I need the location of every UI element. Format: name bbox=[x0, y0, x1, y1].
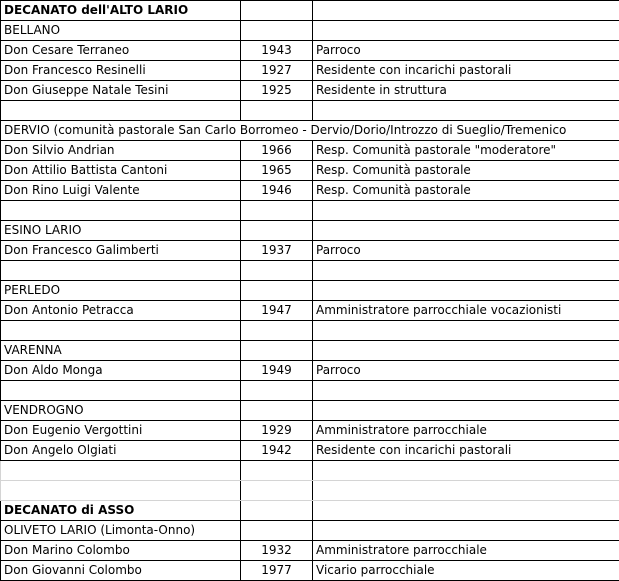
parish-header-row bbox=[1, 401, 619, 421]
clergy-row bbox=[1, 441, 619, 461]
cell-role[interactable] bbox=[313, 221, 619, 241]
cell-birth-year[interactable]: 1966 bbox=[241, 141, 313, 161]
cell-birth-year[interactable]: 1927 bbox=[241, 61, 313, 81]
blank-row bbox=[1, 481, 619, 501]
clergy-row bbox=[1, 561, 619, 581]
deanery-header-row bbox=[1, 501, 619, 521]
cell-birth-year[interactable]: 1925 bbox=[241, 81, 313, 101]
cell-birth-year[interactable]: 1949 bbox=[241, 361, 313, 381]
cell-name[interactable] bbox=[1, 321, 241, 341]
cell-name[interactable]: Don Marino Colombo bbox=[1, 541, 241, 561]
cell-birth-year[interactable] bbox=[241, 321, 313, 341]
cell-birth-year[interactable] bbox=[241, 521, 313, 541]
cell-name[interactable]: Don Francesco Resinelli bbox=[1, 61, 241, 81]
blank-row bbox=[1, 381, 619, 401]
cell-role[interactable] bbox=[313, 281, 619, 301]
cell-birth-year[interactable] bbox=[241, 221, 313, 241]
cell-name[interactable]: OLIVETO LARIO (Limonta-Onno) bbox=[1, 521, 241, 541]
cell-name[interactable]: VENDROGNO bbox=[1, 401, 241, 421]
cell-role[interactable]: Residente in struttura bbox=[313, 81, 619, 101]
cell-birth-year[interactable] bbox=[241, 1, 313, 21]
cell-name[interactable]: PERLEDO bbox=[1, 281, 241, 301]
cell-role[interactable]: Amministratore parrocchiale vocazionisti bbox=[313, 301, 619, 321]
cell-name[interactable]: Don Giovanni Colombo bbox=[1, 561, 241, 581]
cell-role[interactable]: Residente con incarichi pastorali bbox=[313, 441, 619, 461]
clergy-row bbox=[1, 421, 619, 441]
cell-name[interactable]: ESINO LARIO bbox=[1, 221, 241, 241]
cell-name[interactable]: Don Eugenio Vergottini bbox=[1, 421, 241, 441]
cell-name[interactable]: Don Francesco Galimberti bbox=[1, 241, 241, 261]
cell-name[interactable]: DECANATO di ASSO bbox=[1, 501, 241, 521]
cell-name[interactable]: DECANATO dell'ALTO LARIO bbox=[1, 1, 241, 21]
cell-birth-year[interactable]: 1946 bbox=[241, 181, 313, 201]
cell-role[interactable] bbox=[313, 21, 619, 41]
cell-name[interactable] bbox=[1, 481, 241, 501]
cell-birth-year[interactable]: 1965 bbox=[241, 161, 313, 181]
parish-header-row bbox=[1, 221, 619, 241]
cell-role[interactable]: Amministratore parrocchiale bbox=[313, 541, 619, 561]
clergy-row bbox=[1, 541, 619, 561]
cell-role[interactable] bbox=[313, 321, 619, 341]
cell-birth-year[interactable]: 1977 bbox=[241, 561, 313, 581]
clergy-row bbox=[1, 241, 619, 261]
parish-header-row bbox=[1, 341, 619, 361]
cell-name[interactable] bbox=[1, 201, 241, 221]
cell-role[interactable]: Resp. Comunità pastorale "moderatore" bbox=[313, 141, 619, 161]
cell-name[interactable]: Don Aldo Monga bbox=[1, 361, 241, 381]
clergy-row bbox=[1, 181, 619, 201]
cell-name[interactable] bbox=[1, 101, 241, 121]
cell-name[interactable]: BELLANO bbox=[1, 21, 241, 41]
cell-name[interactable]: Don Cesare Terraneo bbox=[1, 41, 241, 61]
clergy-row bbox=[1, 161, 619, 181]
cell-birth-year[interactable]: 1937 bbox=[241, 241, 313, 261]
cell-birth-year[interactable]: 1929 bbox=[241, 421, 313, 441]
cell-role[interactable]: Parroco bbox=[313, 361, 619, 381]
cell-birth-year[interactable] bbox=[241, 281, 313, 301]
blank-row bbox=[1, 101, 619, 121]
cell-name[interactable]: VARENNA bbox=[1, 341, 241, 361]
cell-role[interactable]: Vicario parrocchiale bbox=[313, 561, 619, 581]
clergy-row bbox=[1, 361, 619, 381]
parish-header-row bbox=[1, 21, 619, 41]
cell-role[interactable]: Resp. Comunità pastorale bbox=[313, 161, 619, 181]
cell-name[interactable] bbox=[1, 261, 241, 281]
cell-birth-year[interactable]: 1943 bbox=[241, 41, 313, 61]
clergy-row bbox=[1, 61, 619, 81]
cell-role[interactable] bbox=[313, 481, 619, 501]
cell-name[interactable] bbox=[1, 381, 241, 401]
deanery-header-row bbox=[1, 1, 619, 21]
cell-role[interactable] bbox=[313, 101, 619, 121]
cell-birth-year[interactable]: 1947 bbox=[241, 301, 313, 321]
cell-role[interactable] bbox=[313, 1, 619, 21]
cell-name[interactable]: Don Angelo Olgiati bbox=[1, 441, 241, 461]
clergy-row bbox=[1, 41, 619, 61]
cell-birth-year[interactable] bbox=[241, 201, 313, 221]
blank-row bbox=[1, 201, 619, 221]
cell-birth-year[interactable]: 1942 bbox=[241, 441, 313, 461]
cell-birth-year[interactable] bbox=[241, 461, 313, 481]
cell-name[interactable] bbox=[1, 461, 241, 481]
clergy-row bbox=[1, 81, 619, 101]
cell-name[interactable]: Don Silvio Andrian bbox=[1, 141, 241, 161]
cell-birth-year[interactable] bbox=[241, 381, 313, 401]
cell-role[interactable] bbox=[313, 261, 619, 281]
cell-birth-year[interactable] bbox=[241, 401, 313, 421]
cell-name[interactable]: Don Antonio Petracca bbox=[1, 301, 241, 321]
cell-name[interactable]: Don Giuseppe Natale Tesini bbox=[1, 81, 241, 101]
cell-role[interactable] bbox=[313, 401, 619, 421]
cell-name[interactable]: DERVIO (comunità pastorale San Carlo Borromeo - Dervio/Dorio/Introzzo di Sueglio/Tremenico bbox=[1, 121, 241, 141]
cell-birth-year[interactable] bbox=[241, 101, 313, 121]
cell-name[interactable]: Don Attilio Battista Cantoni bbox=[1, 161, 241, 181]
cell-birth-year[interactable]: 1932 bbox=[241, 541, 313, 561]
cell-role[interactable]: Parroco bbox=[313, 241, 619, 261]
cell-birth-year[interactable] bbox=[241, 261, 313, 281]
blank-row bbox=[1, 261, 619, 281]
cell-role[interactable]: Parroco bbox=[313, 41, 619, 61]
cell-role[interactable] bbox=[313, 381, 619, 401]
cell-role[interactable] bbox=[313, 201, 619, 221]
cell-birth-year[interactable] bbox=[241, 501, 313, 521]
cell-role[interactable] bbox=[313, 461, 619, 481]
parish-header-row bbox=[1, 121, 619, 141]
cell-birth-year[interactable] bbox=[241, 341, 313, 361]
clergy-row bbox=[1, 301, 619, 321]
clergy-row bbox=[1, 141, 619, 161]
cell-birth-year[interactable] bbox=[241, 21, 313, 41]
clergy-table-body bbox=[1, 1, 619, 581]
cell-role[interactable]: Residente con incarichi pastorali bbox=[313, 61, 619, 81]
blank-row bbox=[1, 321, 619, 341]
cell-role[interactable]: Amministratore parrocchiale bbox=[313, 421, 619, 441]
parish-header-row bbox=[1, 521, 619, 541]
cell-role[interactable] bbox=[313, 521, 619, 541]
cell-role[interactable] bbox=[313, 341, 619, 361]
cell-role[interactable]: Resp. Comunità pastorale bbox=[313, 181, 619, 201]
cell-birth-year[interactable] bbox=[241, 481, 313, 501]
parish-header-row bbox=[1, 281, 619, 301]
blank-row bbox=[1, 461, 619, 481]
cell-role[interactable] bbox=[313, 501, 619, 521]
cell-name[interactable]: Don Rino Luigi Valente bbox=[1, 181, 241, 201]
